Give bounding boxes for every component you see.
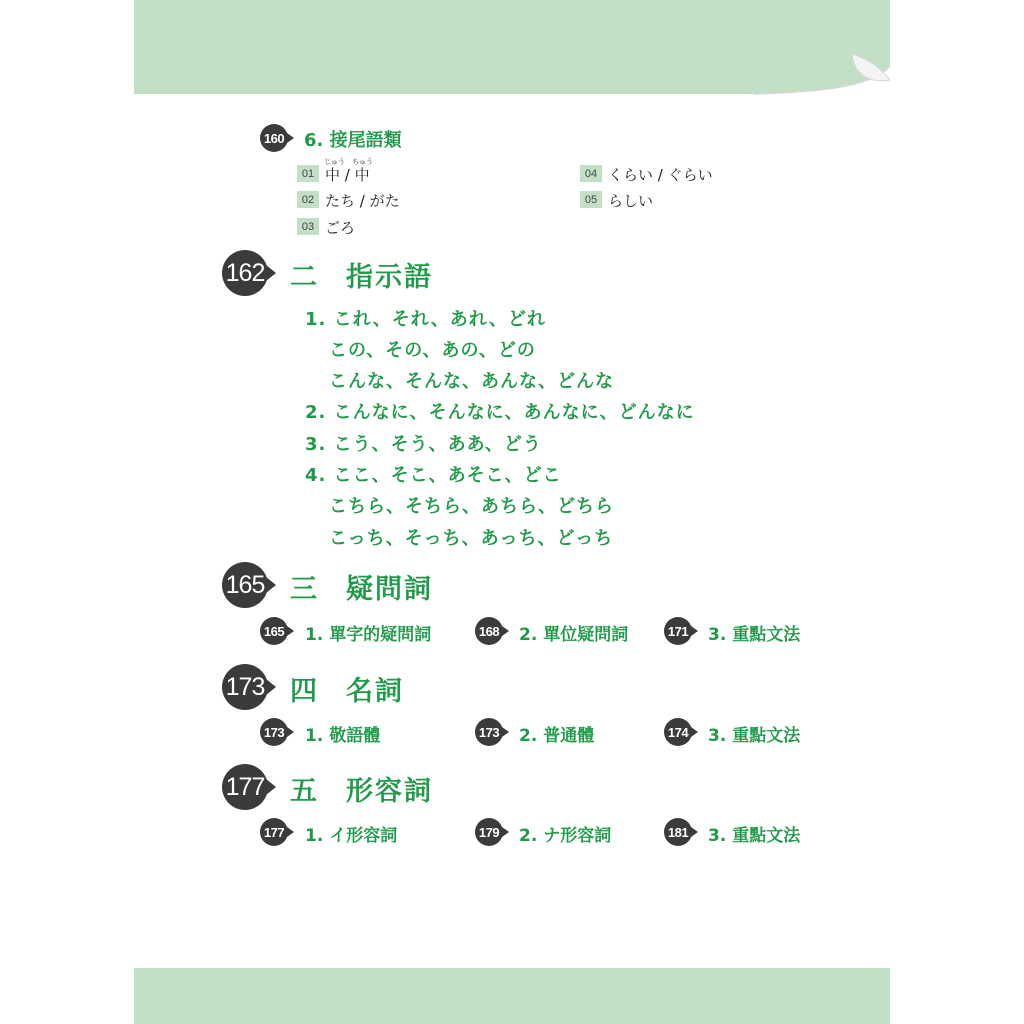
page-number: 162 [222,250,268,296]
list-item: 3. こう、そう、ああ、どう [305,434,542,455]
list-item: ごろ [325,219,356,237]
page-badge [664,617,698,645]
list-item: たち / がた [325,192,400,210]
list-item: この、その、あの、どの [329,340,536,361]
page-badge [260,818,294,846]
chapter-page-badge [222,764,276,810]
list-item: 2. こんなに、そんなに、あんなに、どんなに [305,402,695,423]
subsection-label: 2. 單位疑問詞 [519,625,629,645]
page-number: 174 [664,718,692,746]
page-curl-decoration [734,40,890,96]
ruby-text: ちゅう [352,158,373,166]
page-number: 177 [260,818,288,846]
list-item: くらい / ぐらい [608,166,713,184]
chapter-page-badge [222,664,276,710]
list-item: 1. これ、それ、あれ、どれ [305,309,546,330]
page-number: 165 [222,562,268,608]
page-badge [475,718,509,746]
page-number: 173 [222,664,268,710]
page-badge [260,718,294,746]
page-badge [260,617,294,645]
page-number: 168 [475,617,503,645]
chapter-title: 形容詞 [346,776,433,807]
chapter-page-badge [222,250,276,296]
footer-band [134,968,890,1024]
subsection-label: 3. 重點文法 [708,625,801,645]
chapter-title: 名詞 [346,676,404,707]
subsection-label: 2. 普通體 [519,726,595,746]
subsection-label: 3. 重點文法 [708,726,801,746]
list-item: らしい [608,192,654,210]
list-item: 4. ここ、そこ、あそこ、どこ [305,465,562,486]
page-number: 165 [260,617,288,645]
ruby-text: じゅう [324,158,345,166]
item-number: 05 [580,191,602,208]
page-number: 173 [260,718,288,746]
page-number: 171 [664,617,692,645]
item-number: 04 [580,165,602,182]
chapter-page-badge [222,562,276,608]
section-title: 6. 接尾語類 [304,130,402,151]
chapter-number: 五 [290,776,317,807]
subsection-label: 2. ナ形容詞 [519,826,612,846]
list-item: こんな、そんな、あんな、どんな [329,371,614,392]
page-badge [664,718,698,746]
subsection-label: 1. 單字的疑問詞 [305,625,432,645]
subsection-label: 3. 重點文法 [708,826,801,846]
list-item: こちら、そちら、あちら、どちら [329,496,614,517]
page-badge [475,617,509,645]
page-number: 160 [260,124,288,152]
list-item: こっち、そっち、あっち、どっち [329,528,614,549]
page-badge [664,818,698,846]
page-number: 173 [475,718,503,746]
chapter-title: 疑問詞 [346,574,433,605]
page-badge [475,818,509,846]
item-number: 01 [297,165,319,182]
item-number: 02 [297,191,319,208]
page-badge [260,124,294,152]
list-item: 中 / 中 [325,166,370,184]
chapter-number: 三 [290,574,317,605]
subsection-label: 1. イ形容詞 [305,826,398,846]
item-number: 03 [297,218,319,235]
chapter-number: 二 [290,262,317,293]
page-number: 177 [222,764,268,810]
chapter-number: 四 [290,676,317,707]
chapter-title: 指示語 [346,262,433,293]
page-number: 181 [664,818,692,846]
subsection-label: 1. 敬語體 [305,726,381,746]
page-number: 179 [475,818,503,846]
